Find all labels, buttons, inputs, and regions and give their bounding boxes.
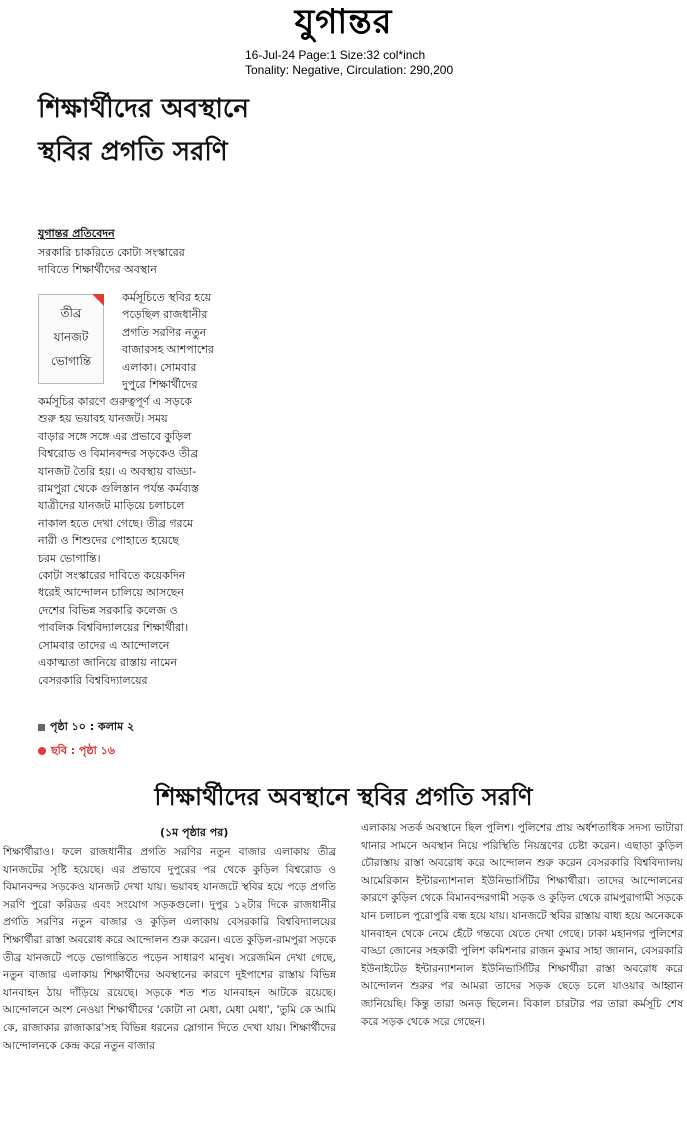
callout-text: তীব্র যানজট ভোগান্তি bbox=[50, 306, 92, 368]
photo-reference bbox=[38, 742, 115, 761]
page-reference-text: পৃষ্ঠা ১০ : কলাম ২ bbox=[50, 720, 135, 733]
square-bullet-icon bbox=[38, 724, 45, 731]
article-headline: শিক্ষার্থীদের অবস্থানে স্থবির প্রগতি সরণি bbox=[38, 94, 249, 167]
meta-line-2: Tonality: Negative, Circulation: 290,200 bbox=[245, 63, 454, 77]
article-body-text: কর্মসূচির কারণে গুরুত্বপূর্ণ এ সড়কে শুরু হয় ভয়াবহ যানজট। সময় বাড়ার সঙ্গে সঙ্গে এর প্রভাবে কুড়িল বিশ্বরোড ও বিমানবন্দর সড়কেও তীব্র যানজট তৈরি হয়। এ অবস্থায় বাড্ডা- রামপুরা থেকে গুলিস্তান পর্যন্ত কর্মব্যস্ত যাত্রীদের যানজট মাড়িয়ে চলাচলে নাকাল হতে দেখা গেছে। তীব্র গরমে নারী ও শিশুদের পোহাতে হয়েছে চরম ভোগান্তি। কোটা সংস্কারের দাবিতে কয়েকদিন ধরেই আন্দোলন চালিয়ে আসছেন দেশের বিভিন্ন সরকারি কলেজ ও পাবলিক বিশ্ববিদ্যালয়ের শিক্ষার্থীরা। সোমবার তাদের এ আন্দোলনে একাত্মতা জানিয়ে রাস্তায় নামেন বেসরকারি বিশ্ববিদ্যালয়ের bbox=[38, 395, 199, 687]
page-reference bbox=[38, 718, 134, 737]
article-byline: যুগান্তর প্রতিবেদন bbox=[38, 227, 115, 240]
red-dot-icon bbox=[38, 747, 46, 755]
masthead-logo: যুগান্তর bbox=[294, 2, 393, 42]
article-lead-text: সরকারি চাকরিতে কোটা সংস্কারের দাবিতে শিক্ষার্থীদের অবস্থান bbox=[38, 246, 185, 277]
photo-reference-text: ছবি : পৃষ্ঠা ১৬ bbox=[51, 744, 115, 757]
clipping-meta bbox=[245, 48, 453, 78]
callout-box bbox=[38, 294, 104, 384]
continued-from-label: (১ম পৃষ্ঠার পর) bbox=[160, 826, 229, 839]
article-side-text: কর্মসূচিতে স্থবির হয়ে পড়েছিল রাজধানীর প্রগতি সরণির নতুন বাজারসহ আশপাশের এলাকা। সোমবার দুপুরে শিক্ষার্থীদের bbox=[122, 291, 214, 392]
continuation-headline: শিক্ষার্থীদের অবস্থানে স্থবির প্রগতি সরণি bbox=[154, 783, 533, 811]
meta-line-1: 16-Jul-24 Page:1 Size:32 col*inch bbox=[245, 48, 426, 62]
continuation-right-column: এলাকায় সতর্ক অবস্থানে ছিল পুলিশ। পুলিশের প্রায় অর্ধশতাধিক সদস্য ভাটারা থানার সামনে অবস্থান নিয়ে পরিস্থিতি নিয়ন্ত্রণের চেষ্টা করেন। এছাড়া কুড়িল চৌরাস্তায় রাস্তা অবরোধ করে আন্দোলন শুরু করেন বেসরকারি বিশ্ববিদ্যালয় আমেরিকান ইন্টারন্যাশনাল ইউনিভার্সিটির শিক্ষার্থীরা। তাদের আন্দোলনের কারণে কুড়িল থেকে বিমানবন্দরগামী সড়ক ও কুড়িল থেকে রামপুরাগামী সড়কে যান চলাচল পুরোপুরি বন্ধ হয়ে যায়। যানজটে স্থবির রাস্তায় বাধ্য হয়ে অনেককে যানবাহন থেকে নেমে হেঁটে গন্তব্যে যেতে দেখা গেছে। ঢাকা মহানগর পুলিশের বাড্ডা জোনের সহকারী পুলিশ কমিশনার রাজন কুমার সাহা জানান, বেসরকারি ইউনাইটেড ইন্টারন্যাশনাল ইউনিভার্সিটির শিক্ষার্থীরা রাস্তা অবরোধ করে আন্দোলন শুরুর পর আমরা তাদের সড়ক ছেড়ে চলে যাওয়ার আহ্বান জানিয়েছি। কিন্তু তারা অনড় ছিলেন। বিকাল চারটার পর তারা কর্মসূচি শেষ করে সড়ক থেকে সরে গেছেন। bbox=[361, 822, 683, 1028]
continuation-left-column: শিক্ষার্থীরাও। ফলে রাজধানীর প্রগতি সরণির নতুন বাজার এলাকায় তীব্র যানজটের সৃষ্টি হয়েছে। এর প্রভাবে দুপুরের পর থেকে কুড়িল বিশ্বরোড ও বিমানবন্দর সড়কেও যানজট দেখা যায়। ভয়াবহ যানজটে স্থবির হয়ে পড়ে প্রগতি সরণি পুরো করিডর এবং সংযোগ সড়কগুলো। দুপুর ১২টার দিকে রাজধানীর প্রগতি সরণির নতুন বাজার ও কুড়িল এলাকায় বেসরকারি বিশ্ববিদ্যালয়ের শিক্ষার্থীরা রাস্তা অবরোধ করে আন্দোলন শুরু করেন। এতে কুড়িল-রামপুরা সড়কে তীব্র যানজটে পড়ে ভোগান্তিতে পড়েন সাধারণ মানুষ। সরেজমিন দেখা গেছে, নতুন বাজার এলাকায় শিক্ষার্থীদের অবস্থানের কারণে দুইপাশের রাস্তায় বিভিন্ন যানবাহন ঠায় দাঁড়িয়ে রয়েছে। সড়কে শত শত যানবাহন আটকে রয়েছে। আন্দোলনে অংশ নেওয়া শিক্ষার্থীদের 'কোটা না মেধা, মেধা মেধা', 'তুমি কে আমি কে, রাজাকার রাজাকার'সহ বিভিন্ন ধরনের স্লোগান দিতে দেখা যায়। শিক্ষার্থীদের আন্দোলনকে কেন্দ্র করে নতুন বাজার bbox=[3, 846, 336, 1052]
